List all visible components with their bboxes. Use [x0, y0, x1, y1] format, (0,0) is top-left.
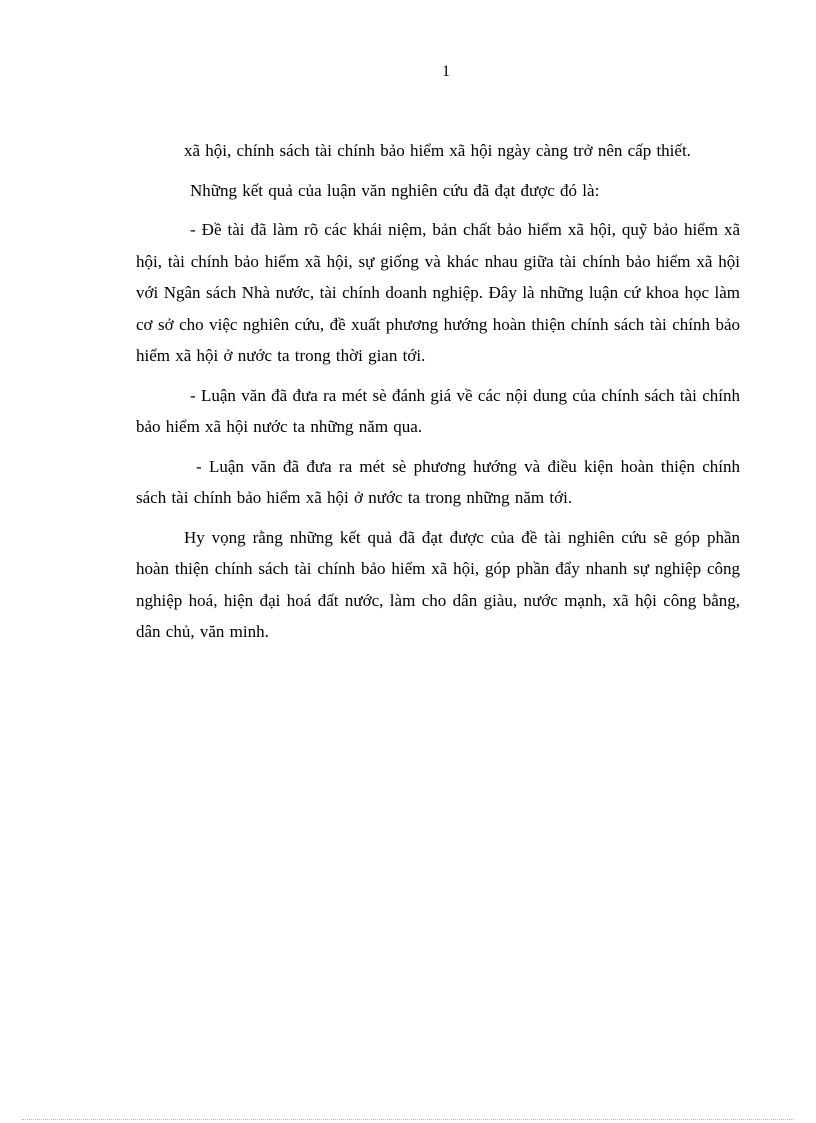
paragraph-result-1: - Đề tài đã làm rõ các khái niệm, bản chất bảo hiểm xã hội, quỹ bảo hiểm xã hội, tài chính bảo hiểm xã hội, sự giống và khác nhau giữa tài chính bảo hiểm xã hội với Ngân sách Nhà nước, tài chính doanh nghiệp. Đây là những luận cứ khoa học làm cơ sở cho việc nghiên cứu, đề xuất phương hướng hoàn thiện chính sách tài chính bảo hiểm xã hội ở nước ta trong thời gian tới.: [136, 220, 740, 365]
document-body: [136, 135, 740, 648]
paragraph-continuation: xã hội, chính sách tài chính bảo hiểm xã hội ngày càng trở nên cấp thiết.: [184, 141, 691, 160]
page-number: 1: [442, 63, 450, 80]
paragraph-result-3: - Luận văn đã đưa ra mét sè phương hướng và điều kiện hoàn thiện chính sách tài chính bảo hiểm xã hội ở nước ta trong những năm tới.: [136, 456, 740, 507]
paragraph-results-intro: Những kết quả của luận văn nghiên cứu đã đạt được đó là:: [190, 180, 600, 200]
page-bottom-divider: [22, 1119, 794, 1120]
paragraph-result-2: - Luận văn đã đưa ra mét sè đánh giá về các nội dung của chính sách tài chính bảo hiểm xã hội nước ta những năm qua.: [136, 385, 740, 436]
paragraph-conclusion: Hy vọng rằng những kết quả đã đạt được của đề tài nghiên cứu sẽ góp phần hoàn thiện chính sách tài chính bảo hiểm xã hội, góp phần đẩy nhanh sự nghiệp công nghiệp hoá, hiện đại hoá đất nước, làm cho dân giàu, nước mạnh, xã hội công bằng, dân chủ, văn minh.: [136, 527, 740, 641]
